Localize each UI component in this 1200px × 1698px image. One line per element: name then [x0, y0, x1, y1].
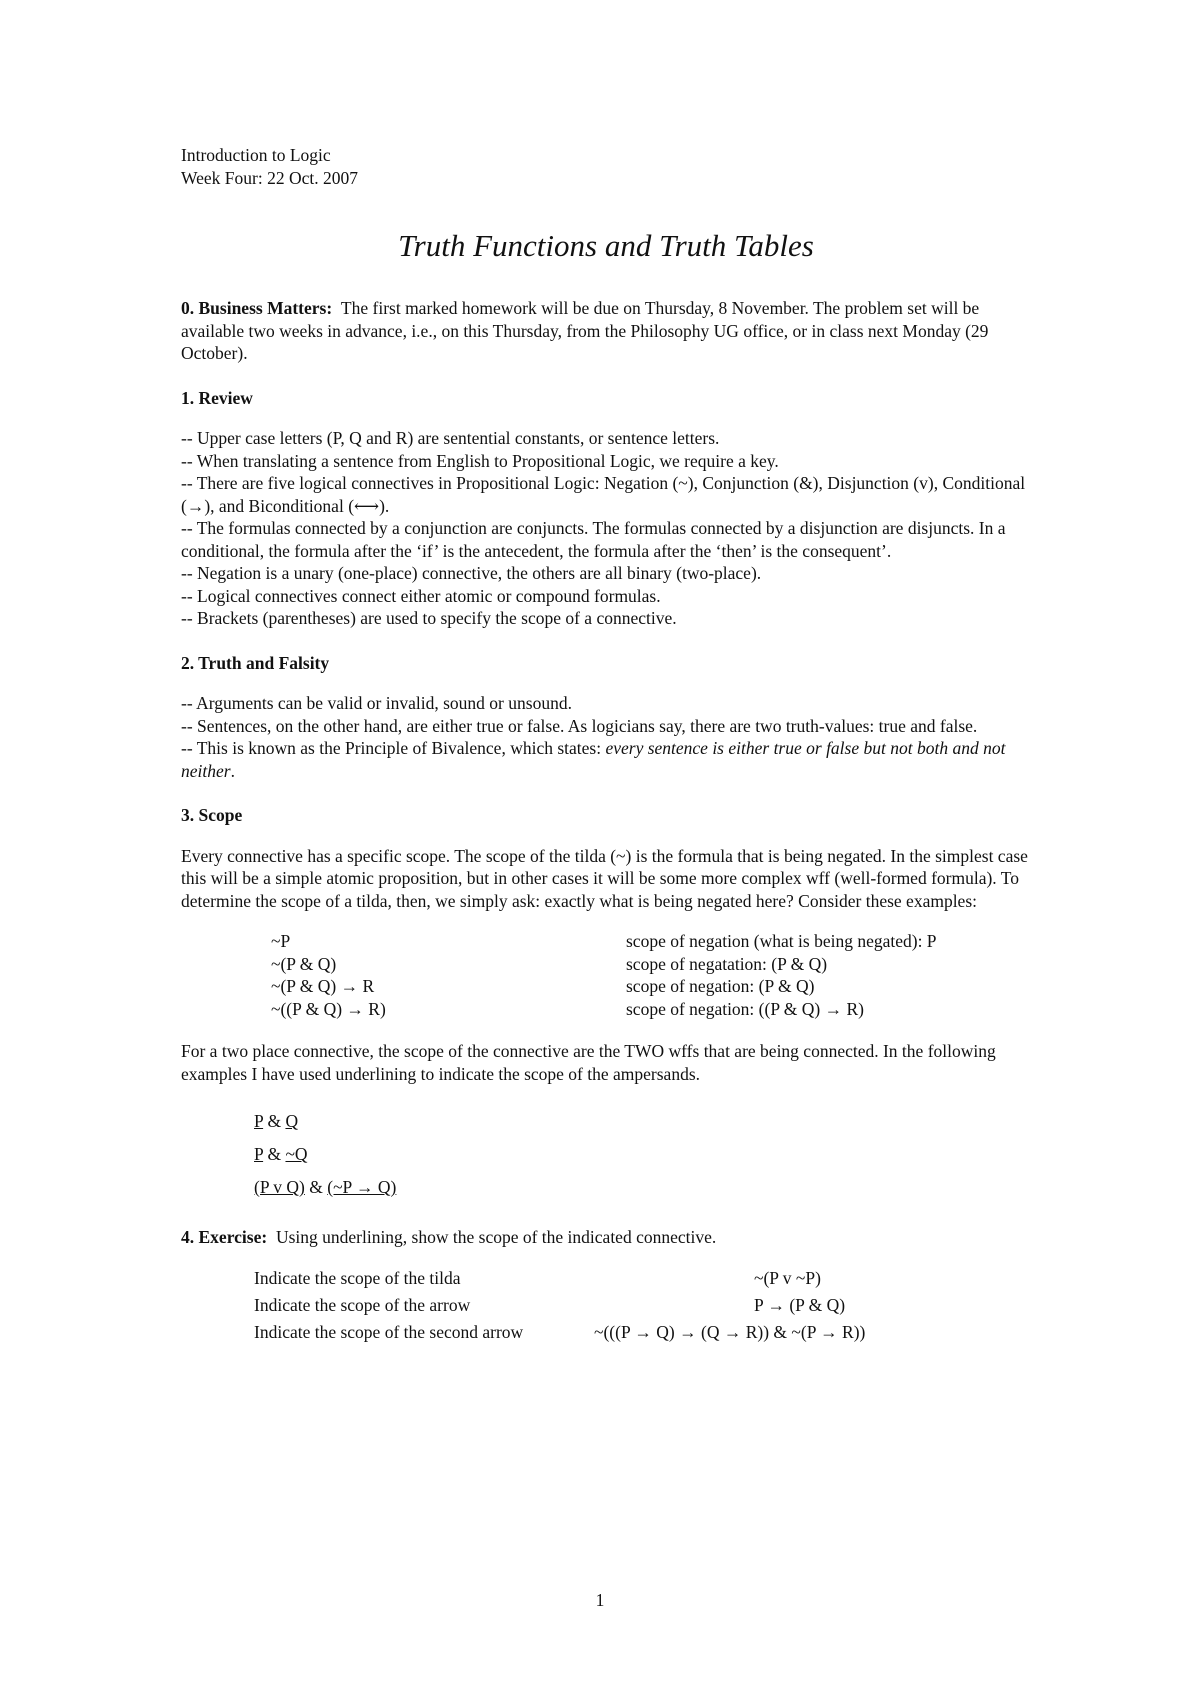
truth-falsity-heading: 2. Truth and Falsity: [181, 652, 330, 673]
review-item: -- The formulas connected by a conjunction are conjuncts. The formulas connected by a disjunction are disjuncts. In a conditional, the formula after the ‘if’ is the antecedent, the formula after the ‘then’ is the consequent’.: [181, 518, 1006, 561]
review-heading: 1. Review: [181, 387, 253, 408]
example-row: [271, 930, 937, 953]
review-item: -- When translating a sentence from English to Propositional Logic, we require a key.: [181, 450, 779, 471]
review-item: -- Brackets (parentheses) are used to specify the scope of a connective.: [181, 608, 677, 628]
ampersand: &: [304, 1177, 328, 1197]
right-scope: (~P → Q): [327, 1177, 397, 1197]
underlined-example: [254, 1105, 1031, 1138]
two-place-paragraph: For a two place connective, the scope of the connective are the TWO wffs that are being connected. In the following examples I have used underlining to indicate the scope of the ampersands.: [181, 1041, 996, 1084]
business-matters-heading: 0. Business Matters:: [181, 298, 333, 318]
review-item: -- There are five logical connectives in Propositional Logic: Negation (~), Conjunction (&), Disjunction (v), Conditional (→), and Biconditional (⟷).: [181, 473, 1026, 516]
exercise-row: [254, 1294, 1025, 1321]
document-header: [181, 144, 1031, 189]
right-scope: ~Q: [285, 1144, 308, 1164]
exercise-instruction: Indicate the scope of the second arrow: [254, 1321, 524, 1342]
exercise-formula: P → (P & Q): [754, 1294, 846, 1315]
example-formula: ~(P & Q) → R: [271, 976, 375, 996]
exercise-text: Using underlining, show the scope of the indicated connective.: [275, 1227, 717, 1247]
truth-item: -- Arguments can be valid or invalid, sound or unsound.: [181, 693, 572, 713]
left-scope: P: [254, 1111, 264, 1131]
exercise-row: [254, 1321, 1025, 1348]
bivalence-definition: every sentence is either true or false but not both and not neither: [181, 738, 1006, 781]
bivalence-item: [181, 737, 1031, 782]
example-formula: ~((P & Q) → R): [271, 998, 386, 1019]
review-list: [181, 427, 1031, 630]
example-description: scope of negation: ((P & Q) → R): [626, 998, 864, 1019]
exercise-instruction: Indicate the scope of the arrow: [254, 1294, 471, 1315]
example-description: scope of negatation: (P & Q): [626, 953, 828, 974]
review-item: -- Upper case letters (P, Q and R) are sentential constants, or sentence letters.: [181, 428, 720, 448]
exercise-table: [254, 1267, 1025, 1348]
example-description: scope of negation (what is being negated): P: [626, 931, 937, 951]
page-content: [181, 144, 1031, 1348]
scope-heading: 3. Scope: [181, 805, 243, 825]
example-formula: ~P: [271, 931, 291, 951]
ampersand: &: [263, 1111, 286, 1131]
exercise-instruction: Indicate the scope of the tilda: [254, 1267, 461, 1288]
bivalence-lead: -- This is known as the Principle of Bivalence, which states:: [181, 738, 606, 758]
negation-examples-table: [271, 930, 937, 1020]
exercise-paragraph: [181, 1226, 1031, 1249]
right-scope: Q: [285, 1111, 299, 1131]
underlined-example: [254, 1171, 1031, 1204]
truth-falsity-list: [181, 692, 1031, 782]
scope-intro: Every connective has a specific scope. The scope of the tilda (~) is the formula that is being negated. In the simplest case this will be a simple atomic proposition, but in other cases it will be some more complex wff (well-formed formula). To determine the scope of a tilda, then, we simply ask: exactly what is being negated here? Consider these examples:: [181, 845, 1028, 911]
example-row: [271, 998, 937, 1021]
review-item: -- Negation is a unary (one-place) connective, the others are all binary (two-place).: [181, 563, 762, 583]
example-description: scope of negation: (P & Q): [626, 976, 815, 996]
exercise-formula: ~(P v ~P): [754, 1267, 821, 1288]
page-title: Truth Functions and Truth Tables: [398, 228, 814, 263]
bivalence-end: .: [230, 760, 235, 781]
underlined-example: [254, 1138, 1031, 1171]
exercise-heading: 4. Exercise:: [181, 1227, 268, 1247]
page-number: 1: [595, 1590, 605, 1610]
underlined-examples: [254, 1105, 1031, 1204]
example-formula: ~(P & Q): [271, 953, 337, 974]
left-scope: P: [254, 1144, 264, 1164]
exercise-row: [254, 1267, 1025, 1294]
business-matters-paragraph: [181, 297, 1031, 365]
exercise-formula: ~(((P → Q) → (Q → R)) & ~(P → R)): [594, 1321, 866, 1342]
course-name: Introduction to Logic: [181, 145, 331, 165]
example-row: [271, 953, 937, 976]
week-date: Week Four: 22 Oct. 2007: [181, 167, 358, 188]
left-scope: (P v Q): [254, 1177, 305, 1197]
business-matters-text: The first marked homework will be due on Thursday, 8 November. The problem set will be available two weeks in advance, i.e., on this Thursday, from the Philosophy UG office, or in class next Monday (29 October).: [181, 298, 989, 363]
ampersand: &: [263, 1144, 286, 1164]
review-item: -- Logical connectives connect either atomic or compound formulas.: [181, 585, 661, 606]
example-row: [271, 975, 937, 998]
truth-item: -- Sentences, on the other hand, are either true or false. As logicians say, there are two truth-values: true and false.: [181, 715, 978, 736]
